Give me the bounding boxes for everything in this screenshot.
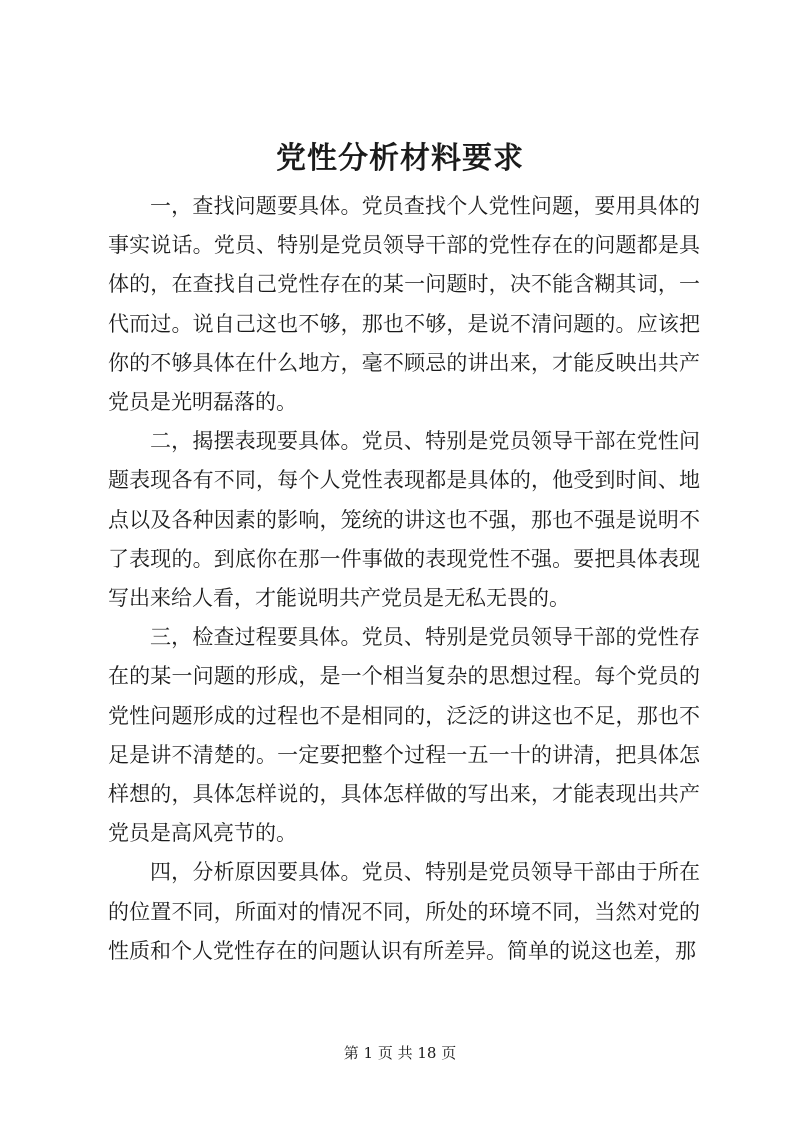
document-body xyxy=(108,187,700,971)
paragraph-1: 一，查找问题要具体。党员查找个人党性问题，要用具体的事实说话。党员、特别是党员领导干部的党性存在的问题都是具体的，在查找自己党性存在的某一问题时，决不能含糊其词，一代而过。说自己这也不够，那也不够，是说不清问题的。应该把你的不够具体在什么地方，毫不顾忌的讲出来，才能反映出共产党员是光明磊落的。 xyxy=(108,194,700,415)
paragraph-2: 二，揭摆表现要具体。党员、特别是党员领导干部在党性问题表现各有不同，每个人党性表现都是具体的，他受到时间、地点以及各种因素的影响，笼统的讲这也不强，那也不强是说明不了表现的。到底你在那一件事做的表现党性不强。要把具体表现写出来给人看，才能说明共产党员是无私无畏的。 xyxy=(108,429,700,611)
paragraph-4: 四，分析原因要具体。党员、特别是党员领导干部由于所在的位置不同，所面对的情况不同，所处的环境不同，当然对党的性质和个人党性存在的问题认识有所差异。简单的说这也差，那 xyxy=(108,860,700,963)
page-footer: 第 1 页 共 18 页 xyxy=(343,1044,457,1062)
document-title: 党性分析材料要求 xyxy=(276,141,524,176)
paragraph-3: 三，检查过程要具体。党员、特别是党员领导干部的党性存在的某一问题的形成，是一个相当复杂的思想过程。每个党员的党性问题形成的过程也不是相同的，泛泛的讲这也不足，那也不足是讲不清楚的。一定要把整个过程一五一十的讲清，把具体怎样想的，具体怎样说的，具体怎样做的写出来，才能表现出共产党员是高风亮节的。 xyxy=(108,625,700,846)
